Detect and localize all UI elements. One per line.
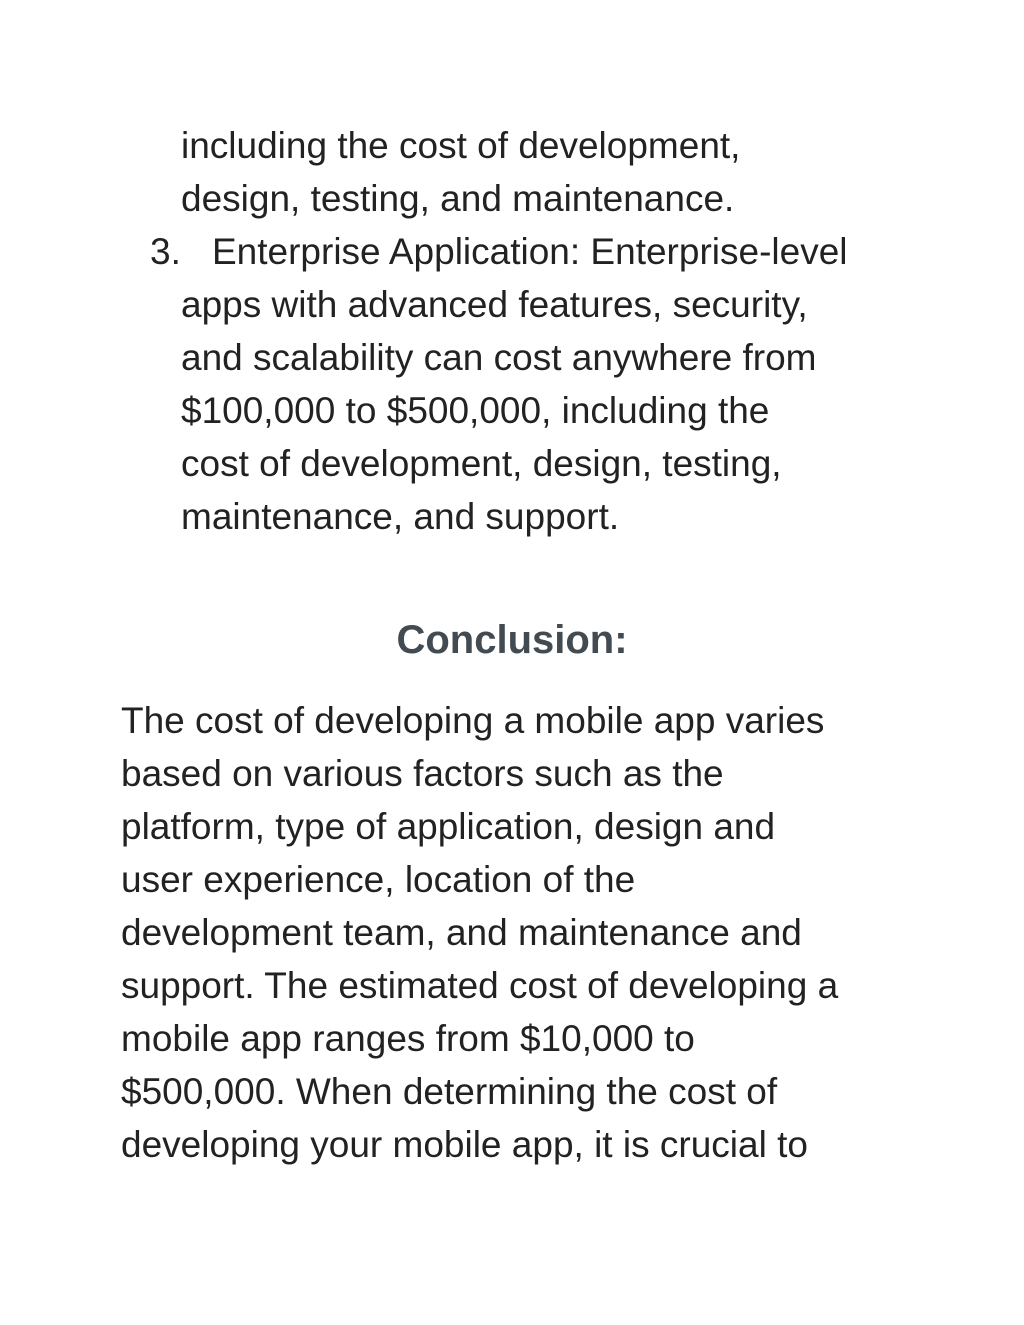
list-item-line: cost of development, design, testing, (181, 443, 782, 484)
paragraph-line: development team, and maintenance and (121, 912, 802, 953)
list-item-line: $100,000 to $500,000, including the (181, 390, 770, 431)
paragraph-line: developing your mobile app, it is crucial to (121, 1124, 808, 1165)
list-item-number: 3. (150, 231, 181, 272)
paragraph-line: platform, type of application, design and (121, 806, 776, 847)
paragraph-line: $500,000. When determining the cost of (121, 1071, 778, 1112)
list-continuation-line: including the cost of development, (181, 125, 741, 166)
section-heading-conclusion: Conclusion: (396, 618, 628, 662)
list-item-line: maintenance, and support. (181, 496, 620, 537)
list-item-line: apps with advanced features, security, (181, 284, 808, 325)
paragraph-line: The cost of developing a mobile app varies (121, 700, 825, 741)
list-item-line: and scalability can cost anywhere from (181, 337, 817, 378)
paragraph-line: based on various factors such as the (121, 753, 724, 794)
paragraph-line: mobile app ranges from $10,000 to (121, 1018, 695, 1059)
list-continuation-line: design, testing, and maintenance. (181, 178, 735, 219)
list-item-line: Enterprise Application: Enterprise-level (212, 231, 848, 272)
paragraph-line: user experience, location of the (121, 859, 636, 900)
paragraph-line: support. The estimated cost of developing a (121, 965, 839, 1006)
